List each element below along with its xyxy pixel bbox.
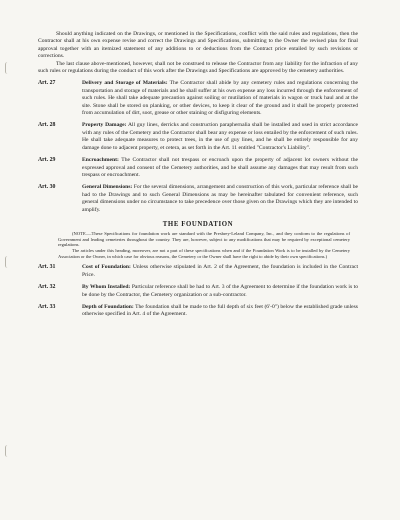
article-31 (38, 264, 358, 279)
note-paragraph: The articles under this heading, moreover, are not a part of these specifications when and if the Foundation Work is to be installed by the Cemetery Association or the Owner, in which case for obvious reasons, the Cemetery or the Owner shall have the right to abide by their own specifications.) (58, 248, 350, 259)
note-paragraph: (NOTE.—These Specifications for foundation work are standard with the Presbrey-Leland Company, Inc., and they conform to the regulations of Government and leading cemeteries throughout the country. They are, however, subject to any modifications that may be required by exceptional cemetery regulations. (58, 230, 350, 248)
article-text (82, 264, 358, 279)
article-number: Art. 30 (38, 184, 56, 191)
article-body: All guy lines, derricks and construction paraphernalia shall be installed and used in strict accordance with any rules of the Cemetery and the Contractor shall bear any expense or loss entailed by the enforcement of such rules. He shall take adequate measures to protect trees, in the use of guy lines, and he shall be entirely responsible for any damage done to adjacent property, et cetera, as set forth in the Art. 11 entitled "Contractor's Liability". (82, 122, 358, 151)
article-title: Cost of Foundation: (82, 264, 131, 271)
article-body: The Contractor shall not trespass or encroach upon the property of adjacent lot owners without the expressed approval and consent of the Cemetery authorities, and he shall assume any damages that may result from such trespass or encroachment. (82, 157, 358, 178)
article-title: Depth of Foundation: (82, 304, 134, 311)
page-edge-mark (5, 62, 10, 74)
foundation-note (58, 231, 350, 260)
article-33 (38, 304, 358, 319)
article-27 (38, 80, 358, 117)
article-number: Art. 27 (38, 80, 56, 87)
article-text (82, 184, 358, 214)
article-title: By Whom Installed: (82, 284, 131, 291)
article-title: Delivery and Storage of Materials: (82, 80, 168, 87)
page-edge-mark (5, 445, 10, 457)
intro-paragraph: The last clause above-mentioned, however, shall not be construed to release the Contractor from any liability for the infraction of any such rules or regulations during the conduct of this work after the Drawings and Specifications are approved by the cemetery authorities. (38, 60, 358, 75)
article-body: Unless otherwise stipulated in Art. 2 of the Agreement, the foundation is included in the Contract Price. (82, 264, 359, 278)
article-text (82, 157, 358, 179)
article-text (82, 284, 358, 299)
article-number: Art. 31 (38, 264, 56, 271)
article-text (82, 80, 358, 117)
intro-paragraph: Should anything indicated on the Drawings, or mentioned in the Specifications, conflict with the said rules and regulations, then the Contractor shall at his own expense revise and correct the Drawings and Specifications, submitting to the Owner the revised plan for final approval together with an itemized statement of any additions to or deductions from the Contract price entailed by such revisions or corrections. (38, 31, 358, 60)
article-title: Encroachment: (82, 157, 119, 164)
article-29 (38, 157, 358, 179)
article-32 (38, 284, 358, 299)
article-body: The Contractor shall abide by any cemetery rules and regulations concerning the transportation and storage of materials and he shall suffer at his own expense any loss incurred through the enforcement of such rules. He shall take adequate precaution against soiling or mutilation of materials in wagon or truck haul and at the site. Stone shall be stored on planking, or other devices, to keep it clear of the ground and it shall be properly protected from accumulation of dirt, soot, grease or other staining or disfiguring elements. (82, 80, 358, 117)
article-text (82, 122, 358, 152)
article-body: For the several dimensions, arrangement and construction of this work, particular reference shall be had to the Drawings and to such General Dimensions as may be hereinafter tabulated for convenient reference, such general dimensions under no circumstance to take precedence over those given on the Drawings which they are intended to amplify. (82, 184, 359, 213)
page-content (38, 31, 358, 319)
article-body: The foundation shall be made to the full depth of six feet (6'-0") below the established grade unless otherwise specified in Art. 4 of the Agreement. (82, 304, 358, 318)
article-number: Art. 32 (38, 284, 56, 291)
article-number: Art. 33 (38, 304, 56, 311)
article-30 (38, 184, 358, 214)
article-number: Art. 29 (38, 157, 56, 164)
page-edge-mark (5, 256, 10, 268)
article-text (82, 304, 358, 319)
article-28 (38, 122, 358, 152)
article-body: Particular reference shall be had to Art. 3 of the Agreement to determine if the foundation work is to be done by the Contractor, the Cemetery organization or a sub-contractor. (82, 284, 359, 298)
article-number: Art. 28 (38, 122, 56, 129)
article-title: General Dimensions: (82, 184, 133, 191)
section-heading: THE FOUNDATION (162, 220, 234, 228)
article-title: Property Damage: (82, 122, 127, 129)
